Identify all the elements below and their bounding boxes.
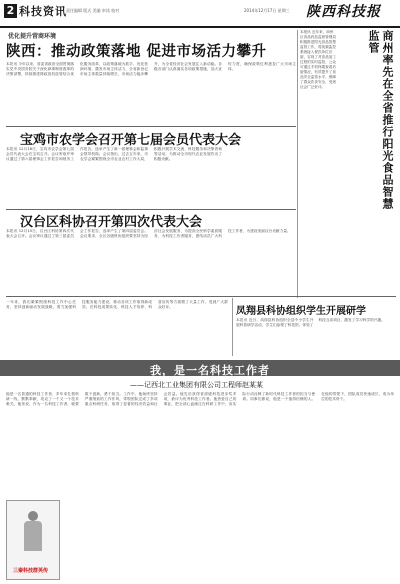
lead-kicker: 优化提升营商环境 (8, 33, 57, 40)
feature-headline: 我，是一名科技工作者 (150, 364, 270, 377)
story2-body: 本报讯 12月16日，宝鸡市农学会第七届会员代表大会在宝鸡召开。会议听取并审议通过了第六届理事会工作报告和财务工作报告，选举产生了新一届理事会和监事会领导机构。会议指出，过去五年来，市农学会紧紧围绕全市农业农村工作大局，积极开展学术交流、科技服务和决策咨询等活动，为推动全市现代农业发展作出了积极贡献。 (6, 147, 222, 162)
column-divider (232, 298, 233, 356)
right-story-body: 本报讯 近年来，商州区食品药品监督管理局积极推进阳光食品智慧监管工作，将视频监控系统接入餐饮单位后厨，实现了对食品加工过程的实时监管，公众可通过手机终端查看后厨情况，有效提升了食品安全监管水平，保障了群众饮食安全，受到社会广泛好评。 (300, 30, 336, 89)
story4-headline: 凤翔县科协组织学生开展研学 (236, 306, 366, 317)
column-divider (297, 30, 298, 298)
editor-line: 责任编辑 版式 美编 审读 校对 (66, 8, 120, 13)
page-header (0, 0, 400, 28)
feature-subtitle: ——记西北工业集团有限公司工程师赵某某 (130, 381, 263, 389)
story-divider (6, 296, 396, 297)
story3-headline: 汉台区科协召开第四次代表大会 (20, 215, 203, 230)
sidebar-box (6, 500, 60, 580)
lead-headline: 陕西：推动政策落地 促进市场活力攀升 (6, 44, 267, 60)
section-title: 科技资讯 (19, 5, 67, 18)
story4-body: 本报讯 近日，凤翔县科协组织全县中小学生开展科普研学活动，学生们参观了科技馆，体验了科技互动项目，激发了学习科学的兴趣。 (236, 318, 385, 328)
story3-body: 本报讯 12月15日，汉台区科协第四次代表大会召开。会议审议通过了第三届委员会工作报告，选举产生了第四届委员会。会议要求，全区各级科协组织要坚持为经济社会发展服务、为提高全民科学素质服务、为科技工作者服务，团结动员广大科技工作者，为建设美丽汉台贡献力量。 (6, 229, 291, 239)
masthead: 陕西科技报 (306, 4, 381, 20)
lead-body: 本报讯 今年以来，省委省政府全面贯彻落实党中央国务院关于深化商事制度改革的决策部署，持续推进简政放权放管结合优化服务改革，以政策落地为抓手，优化营商环境，激发市场主体活力，全省新登记市场主体数量持续增长，市场活力稳步攀升，为全省经济社会发展注入新动能。各级各部门认真落实各项政策措施，加大宣传力度，确保政策红利惠及广大市场主体。 (6, 62, 296, 77)
story5-body: 一年来，我们紧紧围绕科技工作中心任务，坚持创新驱动发展战略，着力加强科技服务能力建设，推动各项工作取得新成效。在科技成果转化、科技人才培养、科普宣传等方面做了大量工作，受到广大群众好评。 (6, 300, 228, 310)
sidebar-label: 三秦科技群英传 (13, 568, 49, 574)
portrait-icon (21, 511, 45, 551)
story-divider (6, 209, 296, 210)
page-number: 2 (4, 4, 17, 18)
feature-body: 他是一名普通的科技工作者，多年来扎根科研一线，默默奉献，攻克了一个又一个技术难关。他常说，作为一名科技工作者，就要敢于创新，勇于担当。工作中，他始终坚持严谨细致的工作作风，带领团队完成了多项重点科研任务，取得了显著的经济效益和社会效益。他先后获得省部级科技进步奖多项，被评为优秀科技工作者。他热爱自己的事业，把全部心血倾注在科研工作中，用实际行动诠释了新时代科技工作者的担当与使命。同事们都说，他是一个值得信赖的人。在他的带领下，团队成员快速成长，成为单位的技术骨干。 (6, 392, 394, 407)
story2-headline: 宝鸡市农学会召开第七届会员代表大会 (20, 133, 242, 148)
right-vertical-headline: 商州率先在全省推行阳光食品智慧监管 (367, 30, 394, 210)
date-line: 2014年12月17日 星期三 (244, 8, 290, 13)
story-divider (6, 126, 296, 127)
